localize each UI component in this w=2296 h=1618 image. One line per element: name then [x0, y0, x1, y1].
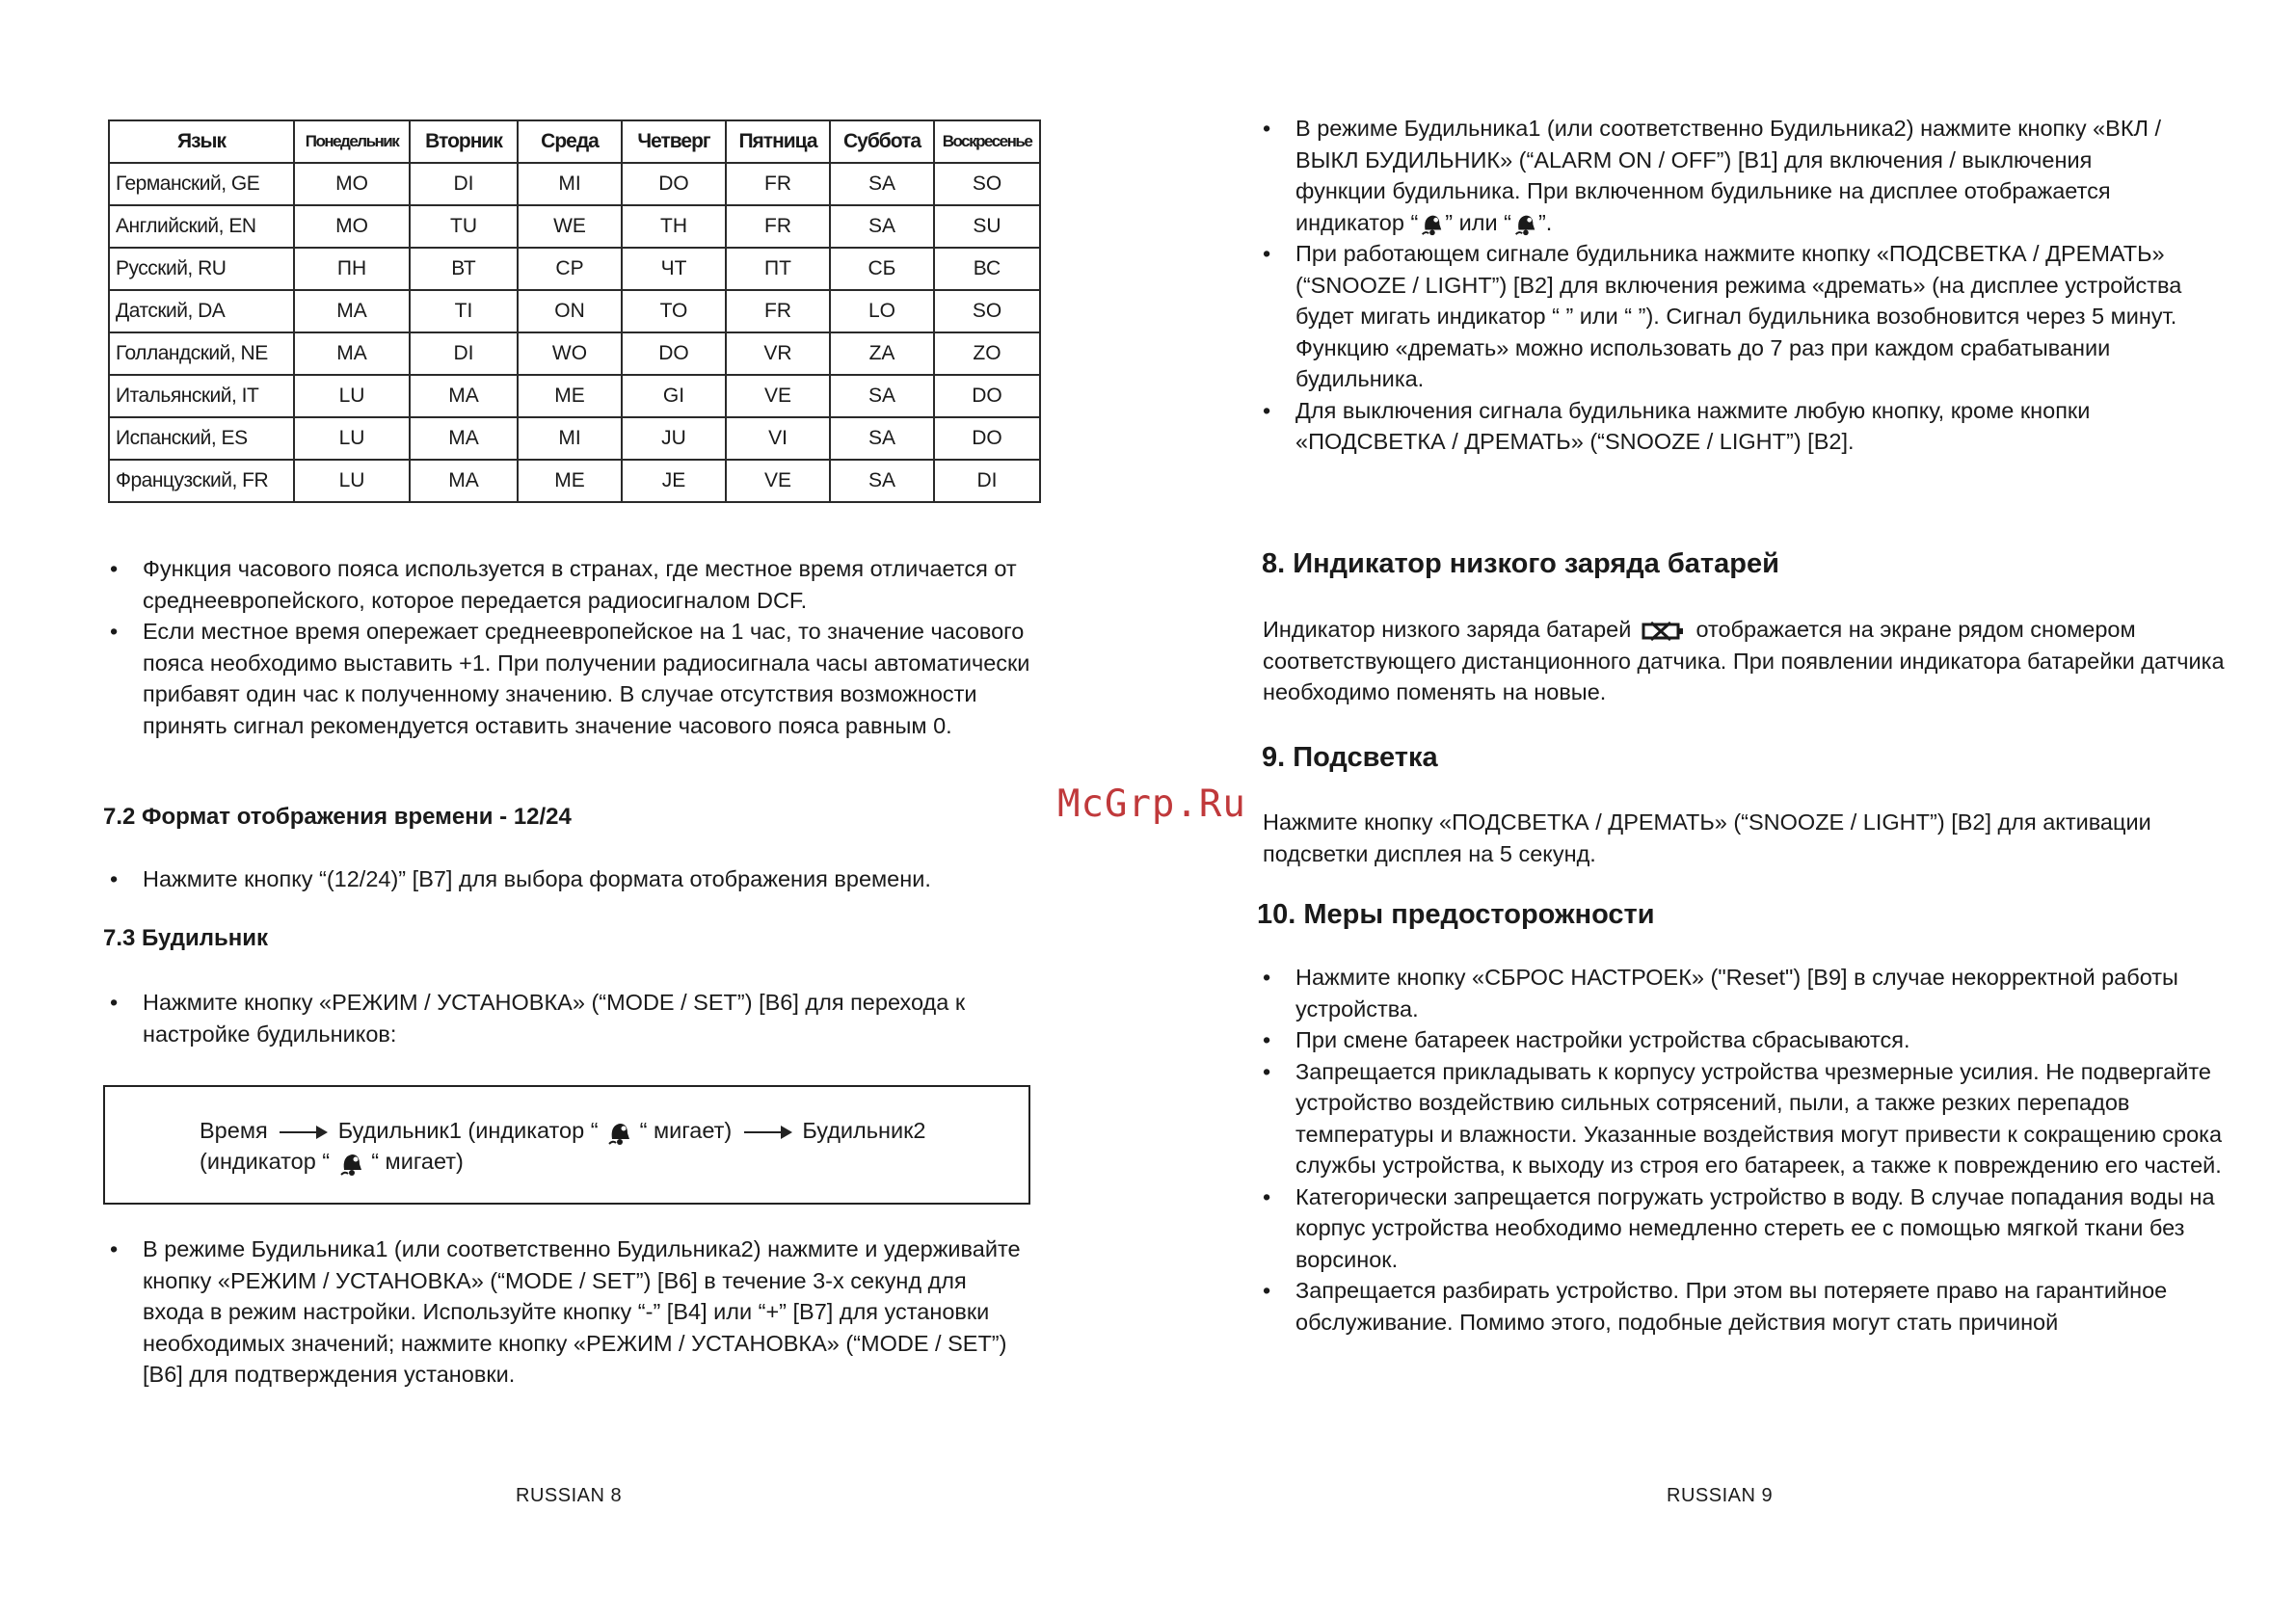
- language-cell: Голландский, NE: [109, 332, 294, 375]
- sequence-alarm2-prefix: (индикатор “: [200, 1149, 331, 1174]
- sequence-time-label: Время: [200, 1118, 268, 1143]
- table-row: [109, 248, 1040, 290]
- section-9-text: Нажмите кнопку «ПОДСВЕТКА / ДРЕМАТЬ» (“SNOOZE / LIGHT”) [B2] для активации подсветки дисплея на 5 секунд.: [1263, 809, 2151, 866]
- weekday-abbr-cell: ZA: [830, 332, 934, 375]
- sequence-alarm1-suffix: “ мигает): [639, 1118, 733, 1143]
- section-7-3-title: 7.3 Будильник: [103, 925, 268, 951]
- weekday-abbr-cell: MA: [294, 290, 410, 332]
- weekday-abbr-cell: SA: [830, 460, 934, 502]
- table-row: [109, 460, 1040, 502]
- weekday-abbr-cell: ВТ: [410, 248, 518, 290]
- section-7-3-bullet-list: [108, 987, 1033, 1049]
- language-cell: Французский, FR: [109, 460, 294, 502]
- weekday-abbr-cell: MI: [518, 163, 622, 205]
- sequence-alarm2-suffix: “ мигает): [371, 1149, 464, 1174]
- section-8-text-before: Индикатор низкого заряда батарей: [1263, 617, 1632, 642]
- weekday-abbr-cell: DI: [410, 163, 518, 205]
- list-item: [1261, 113, 2186, 238]
- weekday-abbr-cell: ПН: [294, 248, 410, 290]
- arrow-right-icon: [744, 1131, 790, 1133]
- table-row: [109, 163, 1040, 205]
- weekday-abbr-cell: DO: [934, 417, 1040, 460]
- weekday-abbr-cell: TI: [410, 290, 518, 332]
- weekday-abbr-cell: SO: [934, 290, 1040, 332]
- weekday-abbr-cell: DI: [934, 460, 1040, 502]
- weekday-abbr-cell: ЧТ: [622, 248, 726, 290]
- table-row: [109, 417, 1040, 460]
- weekday-abbr-cell: MA: [410, 460, 518, 502]
- table-header-cell: Понедельник: [294, 120, 410, 163]
- sequence-line-2: [200, 1147, 464, 1178]
- weekday-abbr-cell: СБ: [830, 248, 934, 290]
- weekday-abbr-cell: MA: [410, 417, 518, 460]
- weekday-abbr-cell: TU: [410, 205, 518, 248]
- alarm-bullet-list: [1261, 113, 2186, 458]
- table-header-cell: Суббота: [830, 120, 934, 163]
- table-row: [109, 290, 1040, 332]
- alarm-bell-icon: [604, 1118, 633, 1147]
- table-row: [109, 375, 1040, 417]
- weekday-abbr-cell: MA: [410, 375, 518, 417]
- alarm-bell-icon: [1418, 210, 1445, 237]
- weekday-abbr-cell: VI: [726, 417, 830, 460]
- weekday-abbr-cell: SA: [830, 417, 934, 460]
- section-10-title: 10. Меры предосторожности: [1257, 899, 1655, 930]
- low-battery-icon: [1642, 619, 1686, 644]
- weekday-abbr-cell: ON: [518, 290, 622, 332]
- weekday-abbr-cell: LO: [830, 290, 934, 332]
- weekday-abbr-cell: VR: [726, 332, 830, 375]
- weekday-abbr-cell: LU: [294, 417, 410, 460]
- weekday-abbr-cell: ВС: [934, 248, 1040, 290]
- weekday-abbr-cell: WE: [518, 205, 622, 248]
- weekday-abbr-cell: TH: [622, 205, 726, 248]
- weekday-abbr-cell: DO: [622, 163, 726, 205]
- weekday-abbr-cell: ME: [518, 460, 622, 502]
- weekday-abbr-cell: DI: [410, 332, 518, 375]
- weekday-abbr-cell: MO: [294, 163, 410, 205]
- section-7-2-title: 7.2 Формат отображения времени - 12/24: [103, 804, 572, 830]
- weekday-abbr-cell: VE: [726, 460, 830, 502]
- right-page: [1147, 0, 2296, 1618]
- table-row: [109, 205, 1040, 248]
- weekday-abbr-cell: DO: [934, 375, 1040, 417]
- section-8-text: [1263, 614, 2227, 708]
- weekday-abbr-cell: MI: [518, 417, 622, 460]
- alarm-bell-icon: [336, 1149, 365, 1178]
- language-cell: Русский, RU: [109, 248, 294, 290]
- weekday-abbr-cell: LU: [294, 460, 410, 502]
- list-item: • Категорически запрещается погружать устройство в воду. В случае попадания воды на корпус устройства необходимо немедленно стереть ее с помощью мягкой ткани без ворсинок.: [1261, 1181, 2225, 1276]
- weekday-abbr-cell: TO: [622, 290, 726, 332]
- weekday-abbr-cell: SA: [830, 205, 934, 248]
- list-item: • Функция часового пояса используется в странах, где местное время отличается от среднеевропейского, которое передается радиосигналом DCF.: [108, 553, 1033, 616]
- weekday-abbr-cell: SU: [934, 205, 1040, 248]
- section-7-2-bullet-list: [108, 863, 1033, 895]
- page-footer-left: RUSSIAN 8: [516, 1485, 623, 1506]
- table-header-cell: Вторник: [410, 120, 518, 163]
- alarm-bullet-text: ” или “: [1445, 209, 1511, 235]
- weekday-abbr-cell: MA: [294, 332, 410, 375]
- language-cell: Датский, DA: [109, 290, 294, 332]
- table-header-cell: Среда: [518, 120, 622, 163]
- sequence-alarm2-label: Будильник2: [802, 1118, 926, 1143]
- list-item: • Запрещается прикладывать к корпусу устройства чрезмерные усилия. Не подвергайте устройство воздействию сильных сотрясений, пыли, а также резких перепадов температуры и влажности. Указанные воздействия могут привести к сокращению срока службы устройства, к выходу из строя его батареек, а также к повреждению его частей.: [1261, 1056, 2225, 1181]
- weekday-abbr-cell: FR: [726, 205, 830, 248]
- precautions-bullet-list: [1261, 962, 2225, 1338]
- weekday-language-table: [108, 119, 1041, 503]
- watermark: McGrp.Ru: [1057, 782, 1246, 826]
- language-cell: Английский, EN: [109, 205, 294, 248]
- weekday-abbr-cell: WO: [518, 332, 622, 375]
- weekday-abbr-cell: ME: [518, 375, 622, 417]
- list-item: • Нажмите кнопку «СБРОС НАСТРОЕК» ("Reset") [B9] в случае некорректной работы устройства.: [1261, 962, 2225, 1024]
- weekday-abbr-cell: DO: [622, 332, 726, 375]
- list-item: • В режиме Будильника1 (или соответственно Будильника2) нажмите и удерживайте кнопку «РЕЖИМ / УСТАНОВКА» (“MODE / SET”) [B6] в течение 3-х секунд для входа в режим настройки. Используйте кнопку “-” [B4] или “+” [B7] для установки необходимых значений; нажмите кнопку «РЕЖИМ / УСТАНОВКА» (“MODE / SET”) [B6] для подтверждения установки.: [108, 1233, 1033, 1391]
- weekday-abbr-cell: MO: [294, 205, 410, 248]
- weekday-abbr-cell: СР: [518, 248, 622, 290]
- language-cell: Германский, GE: [109, 163, 294, 205]
- arrow-right-icon: [280, 1131, 326, 1133]
- language-cell: Итальянский, IT: [109, 375, 294, 417]
- weekday-abbr-cell: VE: [726, 375, 830, 417]
- weekday-abbr-cell: JU: [622, 417, 726, 460]
- left-page: [0, 0, 1147, 1618]
- table-row: [109, 332, 1040, 375]
- weekday-abbr-cell: SA: [830, 375, 934, 417]
- weekday-abbr-cell: GI: [622, 375, 726, 417]
- section-9-title: 9. Подсветка: [1262, 742, 1438, 773]
- list-item: • Если местное время опережает среднеевропейское на 1 час, то значение часового пояса необходимо выставить +1. При получении радиосигнала часы автоматически прибавят один час к полученному значению. В случае отсутствия возможности принять сигнал рекомендуется оставить значение часового пояса равным 0.: [108, 616, 1033, 741]
- table-header-cell: Пятница: [726, 120, 830, 163]
- table-body: [109, 163, 1040, 502]
- alarm-mode-sequence-box: [103, 1085, 1030, 1205]
- weekday-abbr-cell: LU: [294, 375, 410, 417]
- alarm-bullet-text: В режиме Будильника1 (или соответственно Будильника2) нажмите кнопку «ВКЛ / ВЫКЛ БУДИЛЬНИК» (“ALARM ON / OFF”) [B1] для включения / выключения функции будильника. При включенном будильнике на дисплее отображается индикатор “: [1295, 116, 2162, 235]
- section-8-text-after: отображается на экране рядом сномером соответствующего дистанционного датчика. При появлении индикатора батарейки датчика необходимо поменять на новые.: [1263, 617, 2225, 704]
- timezone-bullet-list: [108, 553, 1033, 741]
- list-item: • При смене батареек настройки устройства сбрасываются.: [1261, 1024, 2225, 1056]
- section-8-title: 8. Индикатор низкого заряда батарей: [1262, 548, 1779, 579]
- weekday-abbr-cell: FR: [726, 290, 830, 332]
- list-item: • Запрещается разбирать устройство. При этом вы потеряете право на гарантийное обслуживание. Помимо этого, подобные действия могут стать причиной: [1261, 1275, 2225, 1338]
- alarm-bell-icon: [1511, 210, 1538, 237]
- weekday-abbr-cell: SO: [934, 163, 1040, 205]
- list-item: • Нажмите кнопку “(12/24)” [B7] для выбора формата отображения времени.: [108, 863, 1033, 895]
- sequence-alarm1-prefix: Будильник1 (индикатор “: [337, 1118, 599, 1143]
- table-header-cell: Воскресенье: [934, 120, 1040, 163]
- list-item: • Для выключения сигнала будильника нажмите любую кнопку, кроме кнопки «ПОДСВЕТКА / ДРЕМАТЬ» (“SNOOZE / LIGHT”) [B2].: [1261, 395, 2186, 458]
- weekday-abbr-cell: ZO: [934, 332, 1040, 375]
- list-item: • При работающем сигнале будильника нажмите кнопку «ПОДСВЕТКА / ДРЕМАТЬ» (“SNOOZE / LIGHT”) [B2] для включения режима «дремать» (на дисплее устройства будет мигать индикатор “ ” или “ ”). Сигнал будильника возобновится через 5 минут. Функцию «дремать» можно использовать до 7 раз при каждом срабатывании будильника.: [1261, 238, 2186, 395]
- table-header-cell: Язык: [109, 120, 294, 163]
- weekday-abbr-cell: SA: [830, 163, 934, 205]
- table-header-cell: Четверг: [622, 120, 726, 163]
- alarm-setup-bullet-list: [108, 1233, 1033, 1391]
- weekday-abbr-cell: ПТ: [726, 248, 830, 290]
- sequence-line-1: [200, 1116, 925, 1147]
- alarm-bullet-text: ”.: [1537, 209, 1553, 235]
- weekday-abbr-cell: JE: [622, 460, 726, 502]
- page-footer-right: RUSSIAN 9: [1667, 1485, 1774, 1506]
- language-cell: Испанский, ES: [109, 417, 294, 460]
- weekday-abbr-cell: FR: [726, 163, 830, 205]
- table-header-row: [109, 120, 1040, 163]
- list-item: • Нажмите кнопку «РЕЖИМ / УСТАНОВКА» (“MODE / SET”) [B6] для перехода к настройке будильников:: [108, 987, 1033, 1049]
